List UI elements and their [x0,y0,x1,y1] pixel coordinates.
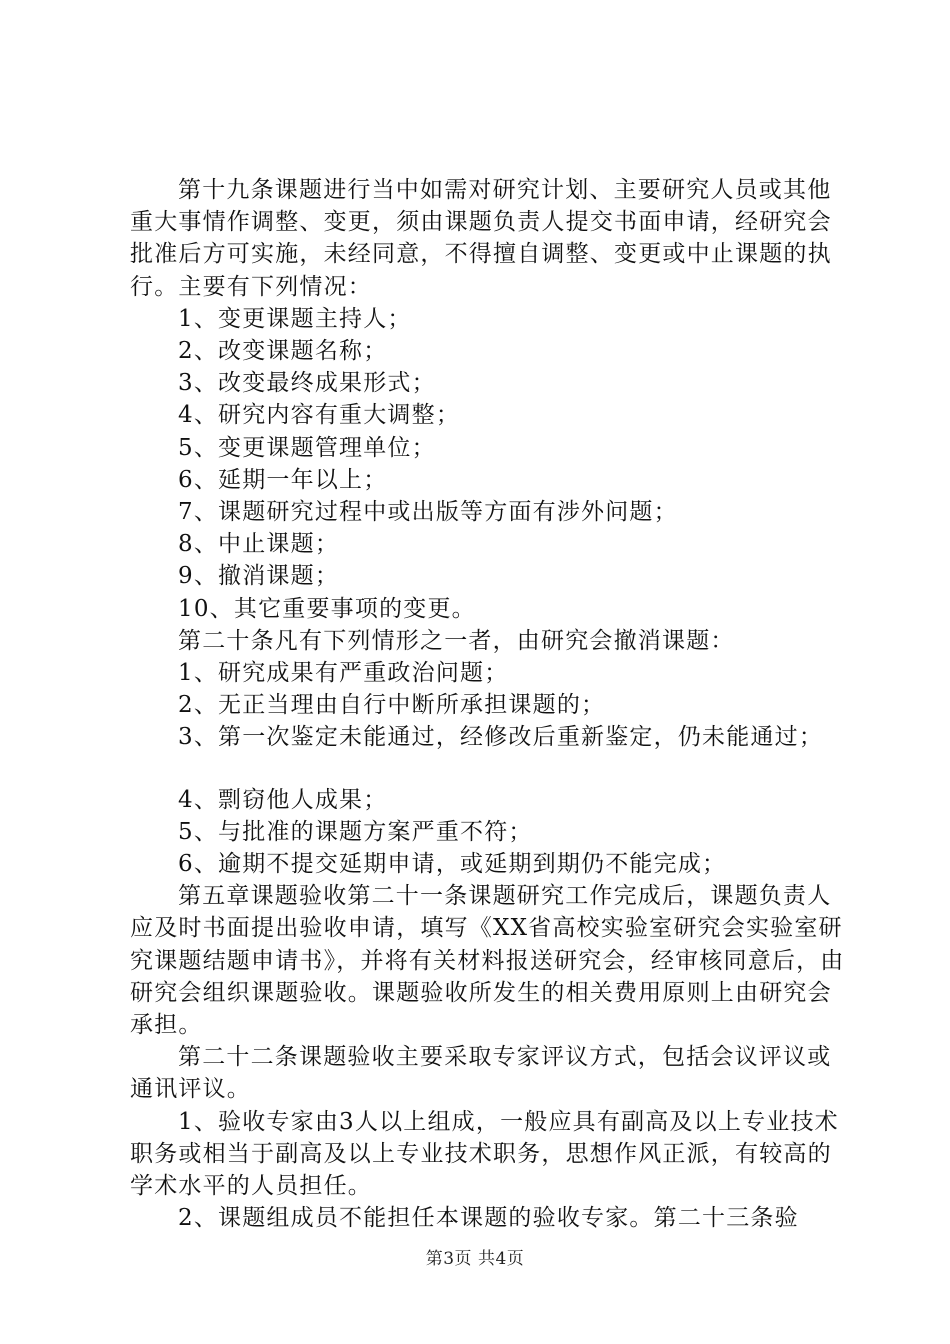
blank-line [130,754,846,784]
article-19-intro: 第十九条课题进行当中如需对研究计划、主要研究人员或其他重大事情作调整、变更，须由课题负责人提交书面申请，经研究会批准后方可实施，未经同意，不得擅自调整、变更或中止课题的执行。主要有下列情况： [130,177,832,300]
article-19-item: 8、中止课题； [178,531,340,558]
article-19-item: 3、改变最终成果形式； [178,370,436,397]
article-20-item: 6、逾期不提交延期申请，或延期到期仍不能完成； [178,851,727,878]
article-20-item: 3、第一次鉴定未能通过，经修改后重新鉴定，仍未能通过； [178,724,824,751]
article-19-item: 1、变更课题主持人； [178,305,412,332]
article-22-item-1: 1、验收专家由3人以上组成，一般应具有副高及以上专业技术职务或相当于副高及以上专业技术职务，思想作风正派，有较高的学术水平的人员担任。 [130,1108,839,1200]
article-20-item: 2、无正当理由自行中断所承担课题的； [178,692,606,719]
article-20-item: 1、研究成果有严重政治问题； [178,660,509,687]
page-number-footer: 第3页 共4页 [425,1249,525,1269]
article-22-item-2: 2、课题组成员不能担任本课题的验收专家。第二十三条验 [178,1205,799,1232]
article-19-item: 5、变更课题管理单位； [178,434,436,461]
article-20-intro: 第二十条凡有下列情形之一者，由研究会撤消课题： [178,627,735,654]
article-19-item: 10、其它重要事项的变更。 [178,595,476,622]
document-body [130,174,846,1235]
article-20-item: 4、剽窃他人成果； [178,786,388,813]
article-19-item: 2、改变课题名称； [178,338,388,365]
chapter-5-article-21: 第五章课题验收第二十一条课题研究工作完成后，课题负责人应及时书面提出验收申请，填写《XX省高校实验室研究会实验室研究课题结题申请书》，并将有关材料报送研究会，经审核同意后，由研究会组织课题验收。课题验收所发生的相关费用原则上由研究会承担。 [130,883,845,1039]
article-19-item: 6、延期一年以上； [178,466,388,493]
article-19-item: 9、撤消课题； [178,563,340,590]
article-19-item: 4、研究内容有重大调整； [178,402,461,429]
article-22-intro: 第二十二条课题验收主要采取专家评议方式，包括会议评议或通讯评议。 [130,1044,832,1103]
article-20-item: 5、与批准的课题方案严重不符； [178,818,533,845]
article-19-item: 7、课题研究过程中或出版等方面有涉外问题； [178,499,678,526]
